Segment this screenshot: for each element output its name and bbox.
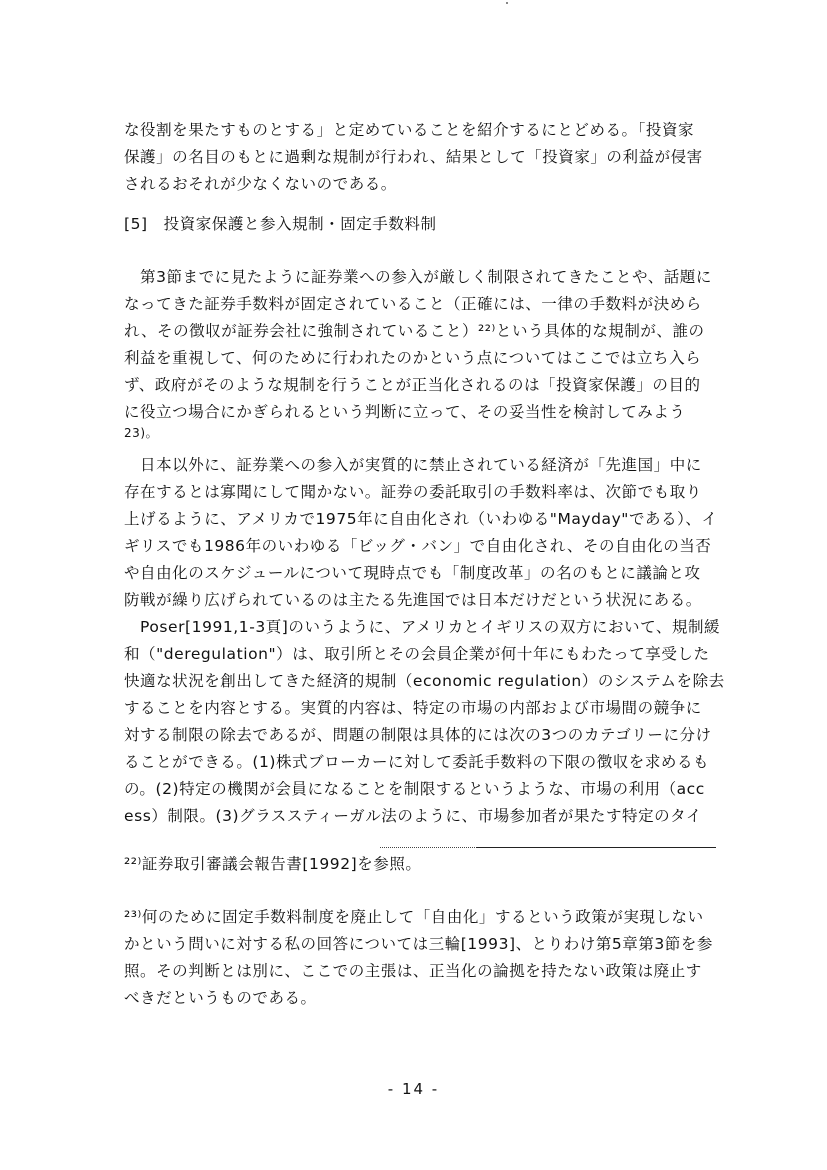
text-line: することを内容とする。実質的内容は、特定の市場の内部および市場間の競争に <box>124 699 702 717</box>
text-line: に役立つ場合にかぎられるという判断に立って、その妥当性を検討してみよう <box>124 403 686 421</box>
text-line: や自由化のスケジュールについて現時点でも「制度改革」の名のもとに議論と攻 <box>124 564 701 582</box>
footnote-divider <box>476 847 716 848</box>
text-line: 利益を重視して、何のために行われたのかという点についてはここでは立ち入ら <box>124 349 702 367</box>
text-line: 対する制限の除去であるが、問題の制限は具体的には次の3つのカテゴリーに分け <box>124 726 712 744</box>
text-line: 快適な状況を創出してきた経済的規制（economic regulation）のシステムを除去 <box>124 672 725 690</box>
scan-speck <box>506 2 508 4</box>
footnote-23-line: かという問いに対する私の回答については三輪[1993]、とりわけ第5章第3節を参 <box>124 935 713 953</box>
text-line: 存在するとは寡聞にして聞かない。証券の委託取引の手数料率は、次節でも取り <box>124 483 702 501</box>
text-line: 第3節までに見たように証券業への参入が厳しく制限されてきたことや、話題に <box>124 268 712 286</box>
text-line: 和（"deregulation"）は、取引所とその会員企業が何十年にもわたって享受した <box>124 645 710 663</box>
section-heading: [5] 投資家保護と参入規制・固定手数料制 <box>124 215 437 233</box>
text-line: 上げるように、アメリカで1975年に自由化され（いわゆる"Mayday"である）、イ <box>124 510 718 528</box>
footnote-23-line: 照。その判断とは別に、ここでの主張は、正当化の論拠を持たない政策は廃止す <box>124 962 702 980</box>
footnote-23-line: ²³⁾何のために固定手数料制度を廃止して「自由化」するという政策が実現しない <box>124 908 704 926</box>
text-line: ess）制限。(3)グラススティーガル法のように、市場参加者が果たす特定のタイ <box>124 807 702 825</box>
footnote-23-line: べきだというものである。 <box>124 989 317 1007</box>
text-line: 23)。 <box>124 426 159 440</box>
text-line: な役割を果たすものとする」と定めていることを紹介するにとどめる。「投資家 <box>124 121 695 139</box>
text-line: の。(2)特定の機関が会員になることを制限するというような、市場の利用（acc <box>124 780 705 798</box>
text-line: ギリスでも1986年のいわゆる「ビッグ・バン」で自由化され、その自由化の当否 <box>124 537 712 555</box>
text-line: なってきた証券手数料が固定されていること（正確には、一律の手数料が決めら <box>124 295 702 313</box>
text-line: Poser[1991,1-3頁]のいうように、アメリカとイギリスの双方において、規制緩 <box>124 618 721 636</box>
text-line: されるおそれが少なくないのである。 <box>124 175 397 193</box>
footnote-divider-dots <box>380 847 475 848</box>
text-line: 日本以外に、証券業への参入が実質的に禁止されている経済が「先進国」中に <box>124 456 702 474</box>
footnote-22: ²²⁾証券取引審議会報告書[1992]を参照。 <box>124 855 422 873</box>
page-number: - 14 - <box>387 1080 440 1098</box>
text-line: 防戦が繰り広げられているのは主たる先進国では日本だけだという状況にある。 <box>124 591 702 609</box>
text-line: れ、その徴収が証券会社に強制されていること）²²⁾という具体的な規制が、誰の <box>124 322 705 340</box>
text-line: 保護」の名目のもとに過剰な規制が行われ、結果として「投資家」の利益が侵害 <box>124 148 703 166</box>
text-line: ず、政府がそのような規制を行うことが正当化されるのは「投資家保護」の目的 <box>124 376 701 394</box>
text-line: ることができる。(1)株式ブローカーに対して委託手数料の下限の徴収を求めるも <box>124 753 710 771</box>
